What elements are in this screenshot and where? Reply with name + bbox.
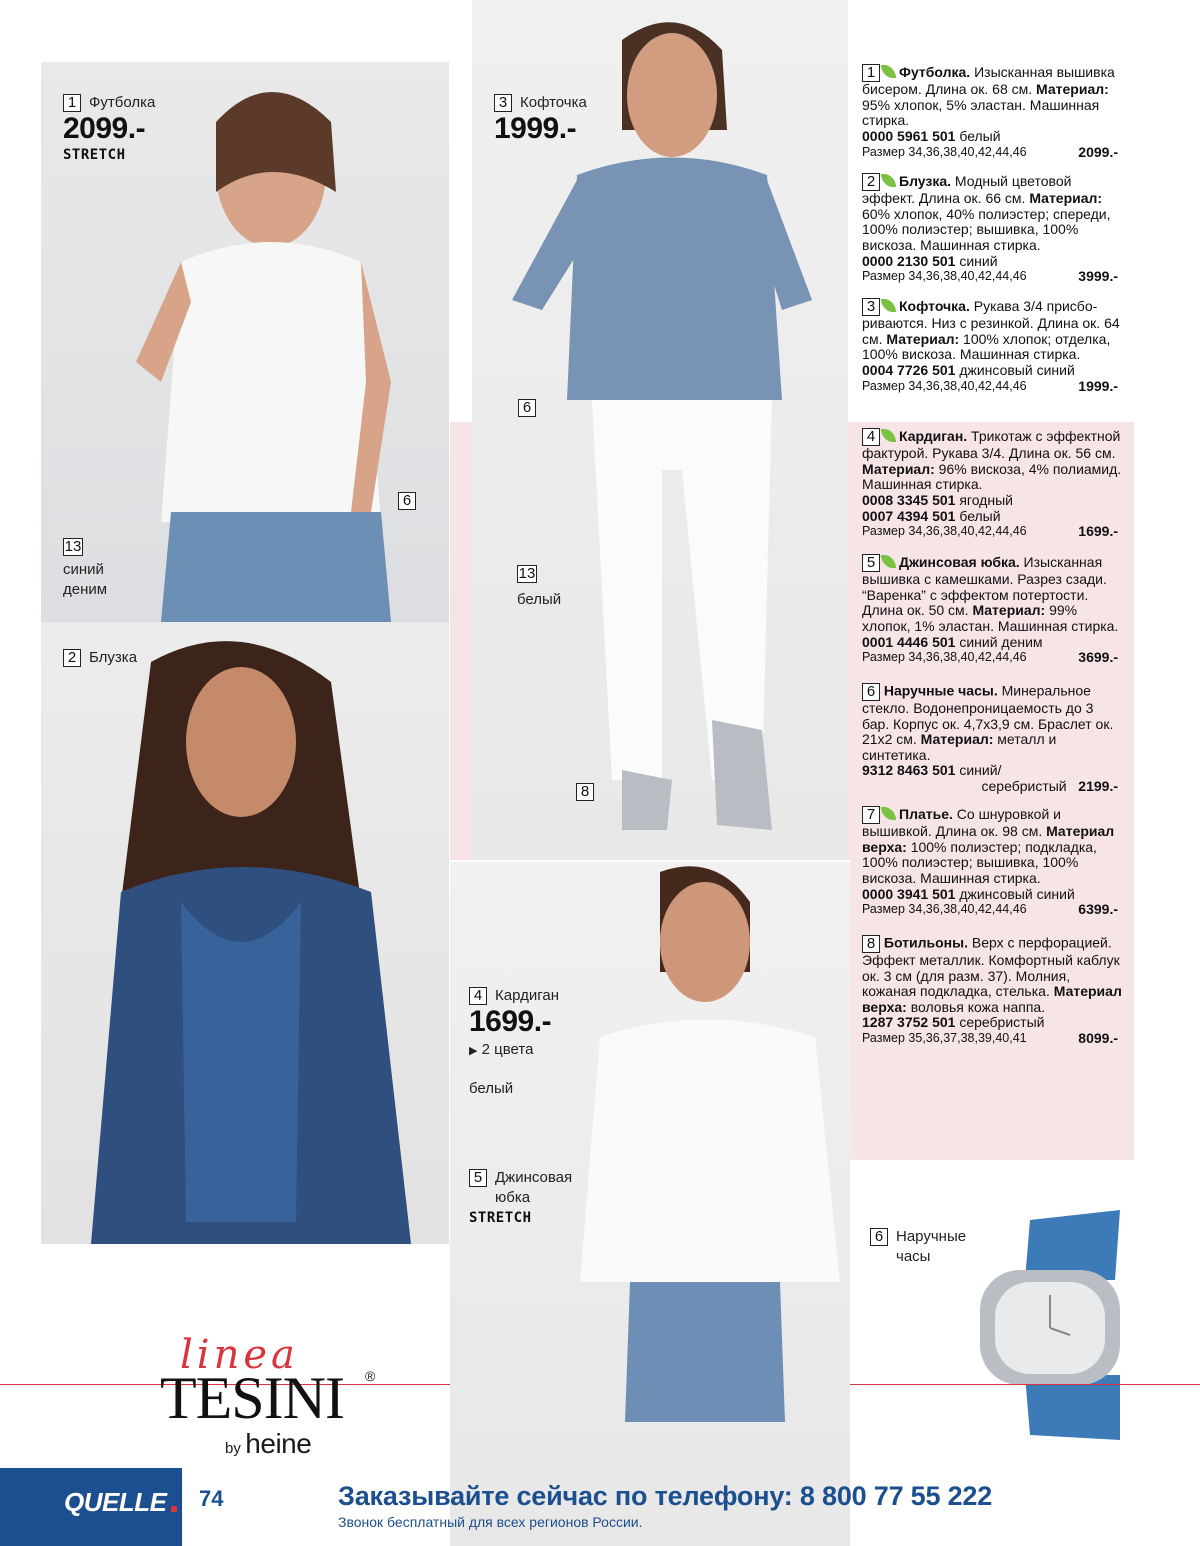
tag-label: Кофточка <box>520 94 587 111</box>
material-label: Материал: <box>862 460 935 477</box>
article-color: джинсовый синий <box>959 362 1075 379</box>
size-range: Размер 34,36,38,40,42,44,46 <box>862 144 1027 159</box>
tag-line: деним <box>63 581 108 598</box>
brand-registered: ® <box>365 1368 376 1384</box>
item-price: 1999.- <box>1078 377 1118 394</box>
photo-blouse-model <box>41 622 449 1244</box>
material-text: металл и синтетика. <box>862 731 1057 763</box>
article-code: 1287 3752 501 <box>862 1014 956 1031</box>
size-range: Размер 34,36,38,40,42,44,46 <box>862 269 1027 284</box>
item-title: Наручные часы. <box>883 682 998 699</box>
desc-item-7 <box>862 806 1122 918</box>
item-price: 2099.- <box>1078 143 1118 160</box>
tag-line: часы <box>896 1248 931 1265</box>
desc-item-1 <box>862 64 1122 160</box>
item-title: Кардиган. <box>899 428 968 444</box>
leaf-icon <box>881 427 896 444</box>
quelle-logo: QUELLE <box>64 1487 167 1517</box>
brand-maker: heine <box>245 1428 312 1459</box>
footer-logo-bar <box>0 1468 182 1546</box>
item-number: 6 <box>518 399 536 417</box>
desc-item-5 <box>862 554 1122 666</box>
tag-item-2 <box>63 648 137 668</box>
tag-line: синий <box>63 561 104 578</box>
article-color: серебристый <box>959 1014 1045 1031</box>
tag-item-1 <box>63 93 155 165</box>
tag-line: юбка <box>495 1189 531 1206</box>
material-text: 100% хлопок; отделка, 100% вискоза. Машинная стирка. <box>862 330 1111 363</box>
item-title: Блузка. <box>899 173 952 189</box>
desc-item-3 <box>862 298 1122 394</box>
material-label: Материал верха: <box>862 983 1122 1015</box>
order-phone-subtext: Звонок бесплатный для всех регионов России. <box>338 1514 643 1530</box>
leaf-icon <box>881 172 896 189</box>
brand-byline <box>225 1428 311 1460</box>
article-code: 0000 2130 501 <box>862 252 956 269</box>
tag-item-3 <box>494 93 587 145</box>
tag-item-6a <box>398 491 416 511</box>
item-number: 1 <box>862 64 880 82</box>
leaf-icon <box>881 297 896 314</box>
brand-script: linea <box>180 1332 299 1378</box>
triangle-right-icon: ▶ <box>469 1045 478 1057</box>
article-color: джинсовый синий <box>959 885 1075 902</box>
item-price: 8099.- <box>1078 1029 1118 1046</box>
item-price: 3999.- <box>1078 268 1118 285</box>
colors-link[interactable] <box>469 1040 559 1061</box>
item-text: Изысканная вышивка с камешками. Разрез сзади. “Варенка” с эффектом потертости. Длина ок. 50 см. <box>862 554 1107 619</box>
article-color: синий деним <box>959 633 1043 650</box>
brand-divider-line-right <box>850 1384 1200 1385</box>
order-phone-headline[interactable]: Заказывайте сейчас по телефону: 8 800 77 55 222 <box>338 1481 993 1511</box>
item-price: 6399.- <box>1078 901 1118 918</box>
quelle-dot <box>171 1506 177 1512</box>
item-number: 5 <box>862 554 880 572</box>
item-price: 1699.- <box>1078 523 1118 540</box>
item-number: 4 <box>469 987 487 1005</box>
tag-item-6b <box>518 398 536 418</box>
item-text: Модный цветовой эффект. Длина ок. 66 см. <box>862 173 1072 207</box>
article-code: 0000 3941 501 <box>862 885 956 902</box>
item-number: 8 <box>862 935 880 953</box>
tag-label: Наручные <box>896 1228 967 1245</box>
item-title: Кофточка. <box>899 298 970 314</box>
item-price: 3699.- <box>1078 649 1118 666</box>
desc-item-2 <box>862 173 1122 285</box>
item-number: 13 <box>518 565 536 583</box>
item-number: 5 <box>469 1169 487 1187</box>
material-label: Материал: <box>1036 81 1109 98</box>
article-code: 0008 3345 501 <box>862 492 956 509</box>
item-title: Ботильоны. <box>883 934 968 951</box>
article-color: серебристый <box>981 777 1067 794</box>
article-color: белый <box>959 128 1001 145</box>
material-label: Материал: <box>920 731 994 748</box>
item-number: 13 <box>64 538 82 556</box>
tag-item-13a <box>63 537 107 600</box>
article-color: синий/ <box>959 762 1002 779</box>
material-text: 99% хлопок, 1% эластан. Машинная стирка. <box>862 602 1119 635</box>
item-number: 2 <box>862 173 880 191</box>
tag-line: белый <box>517 591 562 608</box>
leaf-icon <box>881 805 896 822</box>
tag-item-13b <box>517 564 561 610</box>
article-code: 0000 5961 501 <box>862 128 956 145</box>
tag-price: 1999.- <box>494 112 577 145</box>
tag-item-4 <box>469 986 559 1099</box>
size-range: Размер 34,36,38,40,42,44,46 <box>862 378 1027 393</box>
photo-watch <box>970 1210 1170 1440</box>
item-number: 2 <box>63 649 81 667</box>
article-code: 9312 8463 501 <box>862 762 956 779</box>
tag-item-8 <box>576 782 594 802</box>
colors-count: 2 цвета <box>481 1041 534 1058</box>
size-range: Размер 34,36,38,40,42,44,46 <box>862 650 1027 665</box>
item-text: Рукава 3/4 присбориваются. Низ с резинкой. Длина ок. 64 см. <box>862 298 1120 347</box>
material-text: 95% хлопок, 5% эластан. Машинная стирка. <box>862 96 1100 129</box>
tag-price: 1699.- <box>469 1005 552 1038</box>
desc-item-4 <box>862 428 1122 540</box>
article-color: синий <box>959 252 998 269</box>
tag-price: 2099.- <box>63 112 146 145</box>
item-number: 4 <box>862 428 880 446</box>
item-text: Трикотаж с эффектной фактурой. Рукава 3/4. Длина ок. 56 см. <box>862 428 1121 462</box>
item-number: 6 <box>870 1228 888 1246</box>
tag-label: Кардиган <box>495 987 559 1004</box>
leaf-icon <box>881 553 896 570</box>
article-color: белый <box>959 507 1001 524</box>
tag-label: Блузка <box>89 649 138 666</box>
brand-by: by <box>225 1440 241 1457</box>
item-text: Минеральное стекло. Водонепроницаемость до 3 бар. Корпус ок. 4,7x3,9 см. Браслет ок. 21x2 см. <box>862 682 1114 748</box>
stretch-badge: STRETCH <box>63 147 126 163</box>
material-text: 100% полиэстер; подкладка, 100% полиэстер; вышивка, 100% вискоза. Машинная стирка. <box>862 838 1097 887</box>
material-label: Материал: <box>1029 190 1103 207</box>
item-title: Джинсовая юбка. <box>899 554 1020 570</box>
desc-item-6 <box>862 683 1122 795</box>
material-label: Материал: <box>972 602 1046 619</box>
material-text: воловья кожа наппа. <box>906 998 1046 1015</box>
material-text: 96% вискоза, 4% полиамид. Машинная стирка. <box>862 460 1122 493</box>
item-number: 8 <box>576 783 594 801</box>
material-label: Материал: <box>886 330 960 347</box>
desc-item-8 <box>862 935 1122 1047</box>
item-title: Платье. <box>899 806 953 822</box>
item-text: Верх с перфорацией. Эффект металлик. Комфортный каблук ок. 3 см (для разм. 37). Молния, кожаная подкладка, стелька. <box>862 934 1120 1000</box>
item-number: 3 <box>494 94 512 112</box>
size-range: Размер 34,36,38,40,42,44,46 <box>862 524 1027 539</box>
material-label: Материал верха: <box>862 823 1115 855</box>
tag-label: Джинсовая <box>495 1169 573 1186</box>
tag-label: Футболка <box>89 94 156 111</box>
item-number: 1 <box>63 94 81 112</box>
tag-color: белый <box>469 1080 514 1097</box>
item-number: 7 <box>862 806 880 824</box>
article-code: 0004 7726 501 <box>862 362 956 379</box>
article-color: ягодный <box>959 492 1013 509</box>
stretch-badge: STRETCH <box>469 1210 532 1226</box>
size-range: Размер 35,36,37,38,39,40,41 <box>862 1030 1027 1045</box>
material-text: 60% хлопок, 40% полиэстер; спереди, 100% полиэстер; вышивка, 100% вискоза. Машинная стирка. <box>862 205 1111 254</box>
tag-item-5 <box>469 1168 572 1228</box>
brand-logo <box>160 1332 390 1467</box>
item-text: Со шнуровкой и вышивкой. Длина ок. 98 см. <box>862 806 1061 840</box>
brand-name: TESINI <box>160 1365 344 1431</box>
leaf-icon <box>881 63 896 80</box>
article-code: 0007 4394 501 <box>862 507 956 524</box>
item-text: Изысканная вышивка бисером. Длина ок. 68 см. <box>862 64 1115 98</box>
page-number: 74 <box>199 1486 224 1511</box>
size-range: Размер 34,36,38,40,42,44,46 <box>862 902 1027 917</box>
item-number: 3 <box>862 298 880 316</box>
item-number: 6 <box>862 683 880 701</box>
article-code: 0001 4446 501 <box>862 633 956 650</box>
item-price: 2199.- <box>1078 777 1118 794</box>
tag-item-6c <box>870 1227 966 1267</box>
item-title: Футболка. <box>899 64 971 80</box>
item-number: 6 <box>398 492 416 510</box>
